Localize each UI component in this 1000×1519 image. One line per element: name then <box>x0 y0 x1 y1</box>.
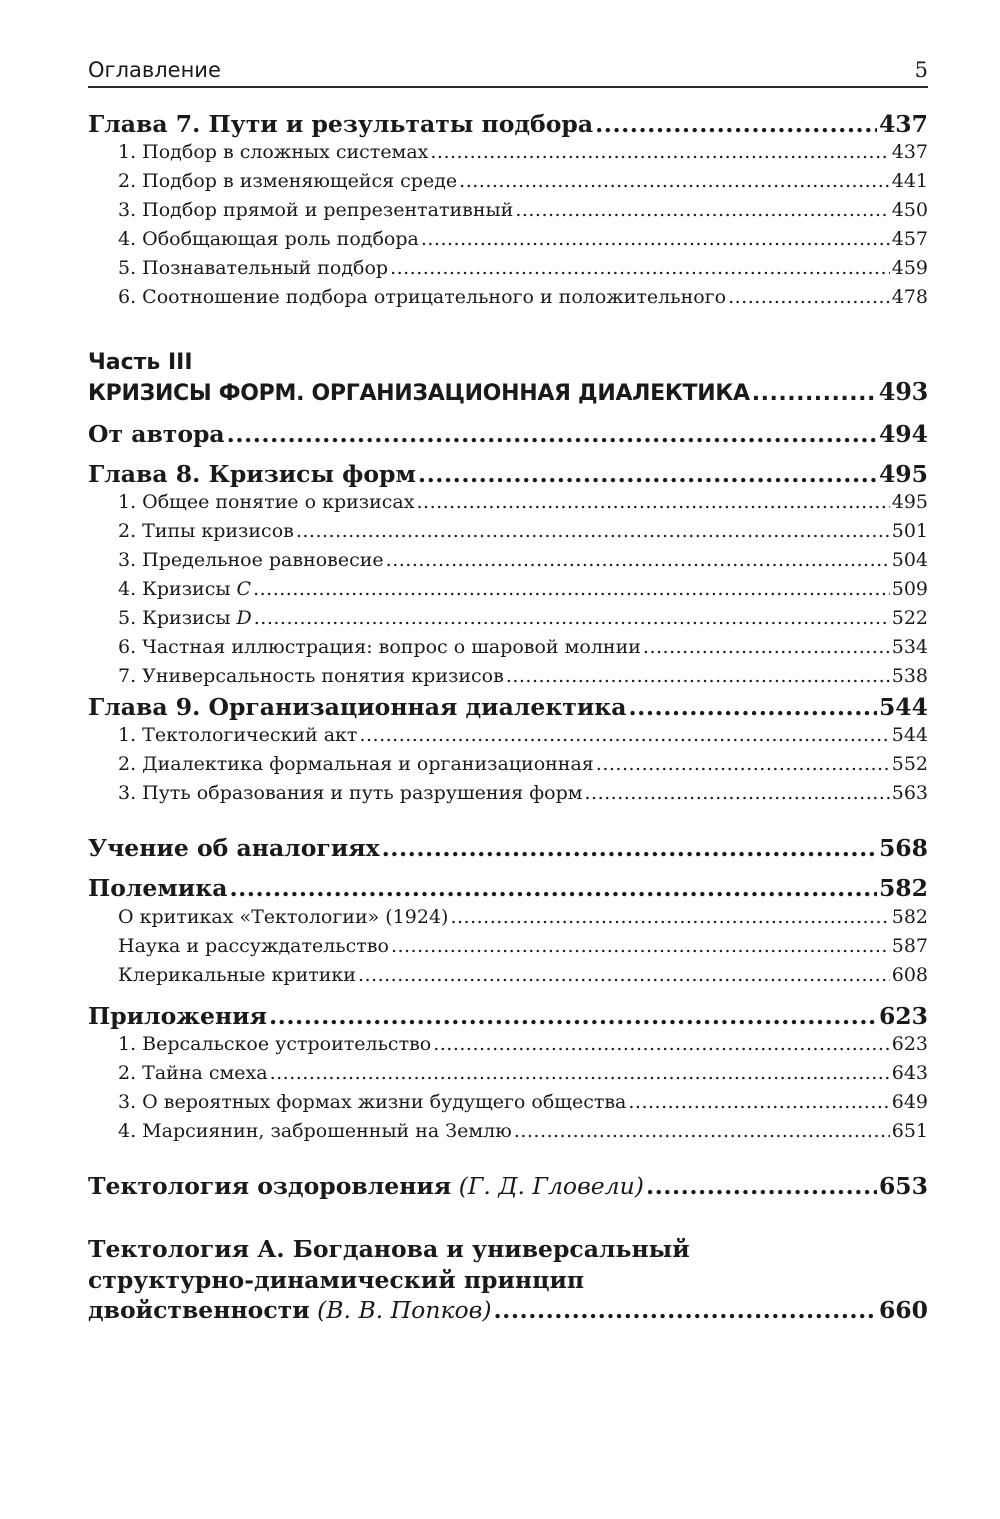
toc-item[interactable]: 3. Подбор прямой и репрезентативный ..... 450 <box>88 196 928 225</box>
dot-leader <box>596 750 890 779</box>
dot-leader <box>646 1172 877 1200</box>
toc-item[interactable]: 1. Общее понятие о кризисах ..... 495 <box>88 488 928 517</box>
toc-analogies[interactable]: Учение об аналогиях ..... 568 <box>88 834 928 862</box>
toc-item[interactable]: 7. Универсальность понятия кризисов ..... 538 <box>88 662 928 691</box>
dot-leader <box>227 420 877 448</box>
dot-leader <box>459 167 890 196</box>
toc-bogdanov-essay[interactable]: Тектология А. Богданова и универсальный структурно-динамический принцип двойственности (В. В. Попков) ..... 660 <box>88 1234 928 1324</box>
dot-leader <box>254 604 890 633</box>
dot-leader <box>514 1117 890 1146</box>
author-name: В. В. Попков <box>326 1295 483 1324</box>
table-of-contents <box>88 110 928 1324</box>
dot-leader <box>515 196 889 225</box>
dot-leader <box>585 779 890 808</box>
dot-leader <box>628 1088 889 1117</box>
dot-leader <box>595 110 877 138</box>
running-head <box>88 58 928 88</box>
dot-leader <box>386 546 890 575</box>
toc-item[interactable]: 4. Марсиянин, заброшенный на Землю ..... 651 <box>88 1117 928 1146</box>
dot-leader <box>450 903 889 932</box>
dot-leader <box>433 1030 890 1059</box>
toc-item[interactable]: 4. Кризисы C ..... 509 <box>88 575 928 604</box>
toc-item[interactable]: 6. Частная иллюстрация: вопрос о шаровой молнии ..... 534 <box>88 633 928 662</box>
toc-item[interactable]: 5. Познавательный подбор ..... 459 <box>88 254 928 283</box>
toc-part-3[interactable]: КРИЗИСЫ ФОРМ. ОРГАНИЗАЦИОННАЯ ДИАЛЕКТИКА ..... 493 <box>88 378 928 407</box>
dot-leader <box>391 932 890 961</box>
dot-leader <box>390 254 890 283</box>
toc-item[interactable]: 1. Тектологический акт ..... 544 <box>88 721 928 750</box>
toc-item[interactable]: 3. Путь образования и путь разрушения форм ..... 563 <box>88 779 928 808</box>
dot-leader <box>629 693 877 721</box>
dot-leader <box>643 633 890 662</box>
dot-leader <box>418 460 877 488</box>
toc-item[interactable]: 2. Подбор в изменяющейся среде ..... 441 <box>88 167 928 196</box>
dot-leader <box>430 138 889 167</box>
dot-leader <box>253 575 890 604</box>
toc-item[interactable]: Клерикальные критики ..... 608 <box>88 961 928 990</box>
toc-from-author[interactable]: От автора ..... 494 <box>88 420 928 448</box>
dot-leader <box>382 834 877 862</box>
toc-item[interactable]: 3. О вероятных формах жизни будущего общества ..... 649 <box>88 1088 928 1117</box>
toc-item[interactable]: 4. Обобщающая роль подбора ..... 457 <box>88 225 928 254</box>
toc-item[interactable]: 2. Диалектика формальная и организационная ..... 552 <box>88 750 928 779</box>
dot-leader <box>359 721 889 750</box>
toc-item[interactable]: 1. Версальское устроительство ..... 623 <box>88 1030 928 1059</box>
toc-item[interactable]: 3. Предельное равновесие ..... 504 <box>88 546 928 575</box>
dot-leader <box>752 381 877 407</box>
part-label: Часть III <box>88 350 193 376</box>
toc-item[interactable]: Наука и рассуждательство ..... 587 <box>88 932 928 961</box>
dot-leader <box>296 517 890 546</box>
dot-leader <box>421 225 890 254</box>
dot-leader <box>229 874 877 902</box>
dot-leader <box>494 1296 877 1324</box>
dot-leader <box>506 662 890 691</box>
toc-chapter-8[interactable]: Глава 8. Кризисы форм ..... 495 <box>88 460 928 488</box>
toc-item[interactable]: 5. Кризисы D ..... 522 <box>88 604 928 633</box>
dot-leader <box>270 1059 890 1088</box>
toc-recovery-tectology[interactable]: Тектология оздоровления (Г. Д. Гловели) ..... 653 <box>88 1172 928 1200</box>
page-number: 5 <box>914 58 928 82</box>
toc-chapter-7[interactable]: Глава 7. Пути и результаты подбора ..... 437 <box>88 110 928 138</box>
toc-item[interactable]: 2. Типы кризисов ..... 501 <box>88 517 928 546</box>
toc-polemics[interactable]: Полемика ..... 582 <box>88 874 928 902</box>
toc-item[interactable]: 2. Тайна смеха ..... 643 <box>88 1059 928 1088</box>
dot-leader <box>416 488 889 517</box>
running-head-title: Оглавление <box>88 58 221 82</box>
author-name: Г. Д. Гловели <box>467 1171 635 1200</box>
toc-item[interactable]: 6. Соотношение подбора отрицательного и положительного ..... 478 <box>88 283 928 312</box>
dot-leader <box>358 961 890 990</box>
dot-leader <box>728 283 890 312</box>
dot-leader <box>269 1002 877 1030</box>
toc-page <box>88 58 928 1324</box>
toc-item[interactable]: О критиках «Тектологии» (1924) ..... 582 <box>88 903 928 932</box>
toc-item[interactable]: 1. Подбор в сложных системах ..... 437 <box>88 138 928 167</box>
toc-chapter-9[interactable]: Глава 9. Организационная диалектика ..... 544 <box>88 693 928 721</box>
toc-appendices[interactable]: Приложения ..... 623 <box>88 1002 928 1030</box>
